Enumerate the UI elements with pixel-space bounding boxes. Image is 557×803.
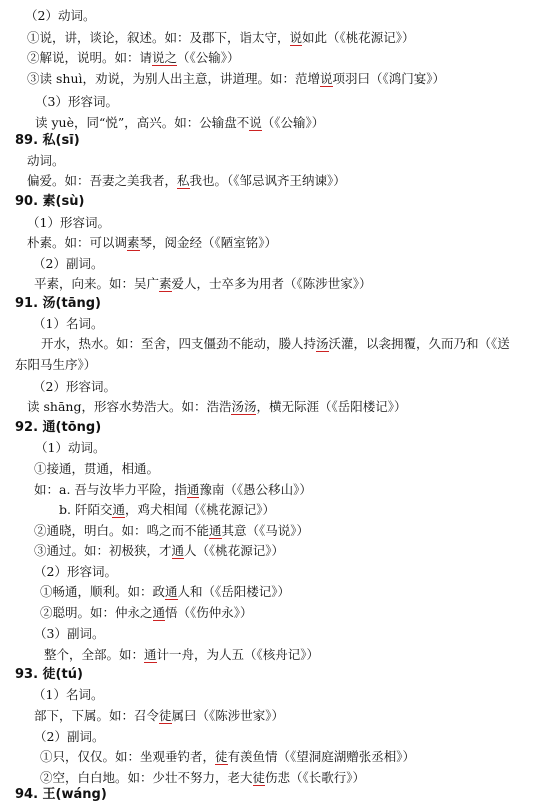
line-text: 92. 通(tōng) xyxy=(15,420,102,435)
line-text-after: 有羡鱼情（《望洞庭湖赠张丞相》） xyxy=(227,749,416,764)
text-line xyxy=(25,7,95,24)
line-text-after: ，鸡犬相闻（《桃花源记》） xyxy=(124,502,275,517)
text-line xyxy=(34,707,284,724)
line-text-after: 计一舟，为人五（《核舟记》） xyxy=(156,647,320,662)
line-text: ①畅通，顺利。如：政 xyxy=(40,584,166,599)
line-text: （3）副词。 xyxy=(34,626,105,641)
line-text-after: 如此（《桃花源记》） xyxy=(302,30,415,45)
line-text-after: ，横无际涯（《岳阳楼记》） xyxy=(256,399,407,414)
line-text: （2）形容词。 xyxy=(34,564,117,579)
line-text-after: 项羽曰（《鸿门宴》） xyxy=(332,71,446,86)
line-text-after: 伤悲（《长歌行》） xyxy=(265,770,366,785)
line-text-after: 属曰（《陈涉世家》） xyxy=(171,708,285,723)
entry-heading xyxy=(15,295,101,312)
line-text: b. 阡陌交 xyxy=(59,502,113,517)
line-text-after: 人（《桃花源记》） xyxy=(184,543,285,558)
underlined-word: 通 xyxy=(144,647,157,662)
line-text: 整个，全部。如： xyxy=(44,647,145,662)
line-text: 93. 徒(tú) xyxy=(15,667,83,682)
line-text-after: （《公输》） xyxy=(177,50,240,65)
line-text: 部下，下属。如：召令 xyxy=(34,708,160,723)
line-text: ①接通，贯通，相通。 xyxy=(34,461,160,476)
line-text: 读 yuè，同“悦”，高兴。如：公输盘不 xyxy=(35,115,250,130)
line-text-after: 琴，阅金经（《陋室铭》） xyxy=(139,235,278,250)
underlined-word: 说 xyxy=(289,30,303,45)
line-text: ②解说，说明。如：请 xyxy=(27,50,153,65)
underlined-word: 通 xyxy=(186,482,200,497)
line-text-after: 悟（《伤仲永》） xyxy=(165,605,253,620)
entry-heading xyxy=(15,132,80,149)
text-line xyxy=(27,152,65,169)
line-text-after: 豫南（《愚公移山》） xyxy=(199,482,312,497)
line-text: ②通晓，明白。如：鸣之而不能 xyxy=(34,523,210,538)
line-text: 如：a. 吾与汝毕力平险，指 xyxy=(34,482,187,497)
underlined-word: 私 xyxy=(177,173,190,188)
text-line xyxy=(27,172,346,189)
text-line xyxy=(34,522,309,539)
line-text-after: 人和（《岳阳楼记》） xyxy=(177,584,291,599)
line-text: 读 shāng，形容水势浩大。如：浩浩 xyxy=(27,399,232,414)
underlined-word: 通 xyxy=(112,502,125,517)
line-text: 平素，向来。如：吴广 xyxy=(34,276,160,291)
line-text-after: （《公输》） xyxy=(261,115,325,130)
underlined-word: 素 xyxy=(127,235,140,250)
underlined-word: 说 xyxy=(249,115,262,130)
line-text: ①说，讲，谈论，叙述。如：及郡下，诣太守， xyxy=(27,30,290,45)
line-text: （2）副词。 xyxy=(34,729,105,744)
line-text: （1）动词。 xyxy=(35,440,106,455)
line-text-after: 我也。（《邹忌讽齐王纳谏》） xyxy=(189,173,346,188)
line-text-after: 其意（《马说》） xyxy=(221,523,310,538)
text-line xyxy=(34,481,312,498)
line-text: ③通过。如：初极狭，才 xyxy=(34,543,172,558)
line-text: （1）名词。 xyxy=(33,687,104,702)
text-line xyxy=(34,563,117,580)
text-line xyxy=(40,583,290,600)
text-line xyxy=(41,335,510,352)
text-line xyxy=(27,29,415,46)
entry-heading xyxy=(15,666,83,683)
underlined-word: 汤 xyxy=(316,336,329,351)
text-line xyxy=(27,70,445,87)
line-text: （1）名词。 xyxy=(33,316,104,331)
text-line xyxy=(35,439,105,456)
underlined-word: 通 xyxy=(165,584,178,599)
text-line xyxy=(35,93,118,110)
line-text: （3）形容词。 xyxy=(35,94,118,109)
text-line xyxy=(15,356,96,373)
underlined-word: 说之 xyxy=(152,50,178,65)
text-line xyxy=(33,686,103,703)
text-line xyxy=(34,728,104,745)
underlined-word: 汤汤 xyxy=(231,399,257,414)
underlined-word: 通 xyxy=(171,543,185,558)
underlined-word: 素 xyxy=(159,276,172,291)
underlined-word: 说 xyxy=(320,71,333,86)
line-text: 偏爱。如：吾妻之美我者， xyxy=(27,173,178,188)
text-line xyxy=(34,625,104,642)
line-text: 朴素。如：可以调 xyxy=(27,235,128,250)
text-line xyxy=(34,542,284,559)
text-line xyxy=(33,378,116,395)
line-text: 89. 私(sī) xyxy=(15,133,80,148)
entry-heading xyxy=(15,786,107,803)
text-line xyxy=(33,255,103,272)
underlined-word: 徒 xyxy=(215,749,228,764)
line-text: ②空，白白地。如：少壮不努力，老大 xyxy=(40,770,253,785)
line-text: 东阳马生序》） xyxy=(15,357,97,372)
text-line xyxy=(35,114,324,131)
line-text: 91. 汤(tāng) xyxy=(15,296,101,311)
text-line xyxy=(27,234,277,251)
line-text-after: 爱人，士卒多为用者（《陈涉世家》） xyxy=(171,276,372,291)
text-line xyxy=(34,275,372,292)
text-line xyxy=(34,460,159,477)
entry-heading xyxy=(15,193,84,210)
line-text: （2）形容词。 xyxy=(33,379,116,394)
entry-heading xyxy=(15,419,101,436)
underlined-word: 徒 xyxy=(252,770,266,785)
text-line xyxy=(40,604,253,621)
underlined-word: 徒 xyxy=(159,708,172,723)
line-text: 90. 素(sù) xyxy=(15,194,85,209)
line-text: （2）副词。 xyxy=(33,256,104,271)
line-text: ①只，仅仅。如：坐观垂钓者， xyxy=(40,749,216,764)
line-text: ②聪明。如：仲永之 xyxy=(40,605,153,620)
text-line xyxy=(27,49,240,66)
line-text-after: 沃灌，以衾拥覆，久而乃和（《送 xyxy=(328,336,510,351)
underlined-word: 通 xyxy=(152,605,166,620)
text-line xyxy=(44,646,319,663)
line-text: 94. 王(wáng) xyxy=(15,787,107,802)
text-line xyxy=(27,398,406,415)
line-text: （1）形容词。 xyxy=(27,215,110,230)
text-line xyxy=(27,214,110,231)
line-text: 动词。 xyxy=(27,153,65,168)
line-text: ③读 shuì，劝说，为别人出主意，讲道理。如：范增 xyxy=(27,71,320,86)
line-text: 开水，热水。如：至舍，四支僵劲不能动，媵人持 xyxy=(41,336,317,351)
text-line xyxy=(59,501,275,518)
text-line xyxy=(40,769,365,786)
line-text: （2）动词。 xyxy=(25,8,96,23)
text-line xyxy=(40,748,415,765)
underlined-word: 通 xyxy=(209,523,222,538)
text-line xyxy=(33,315,103,332)
